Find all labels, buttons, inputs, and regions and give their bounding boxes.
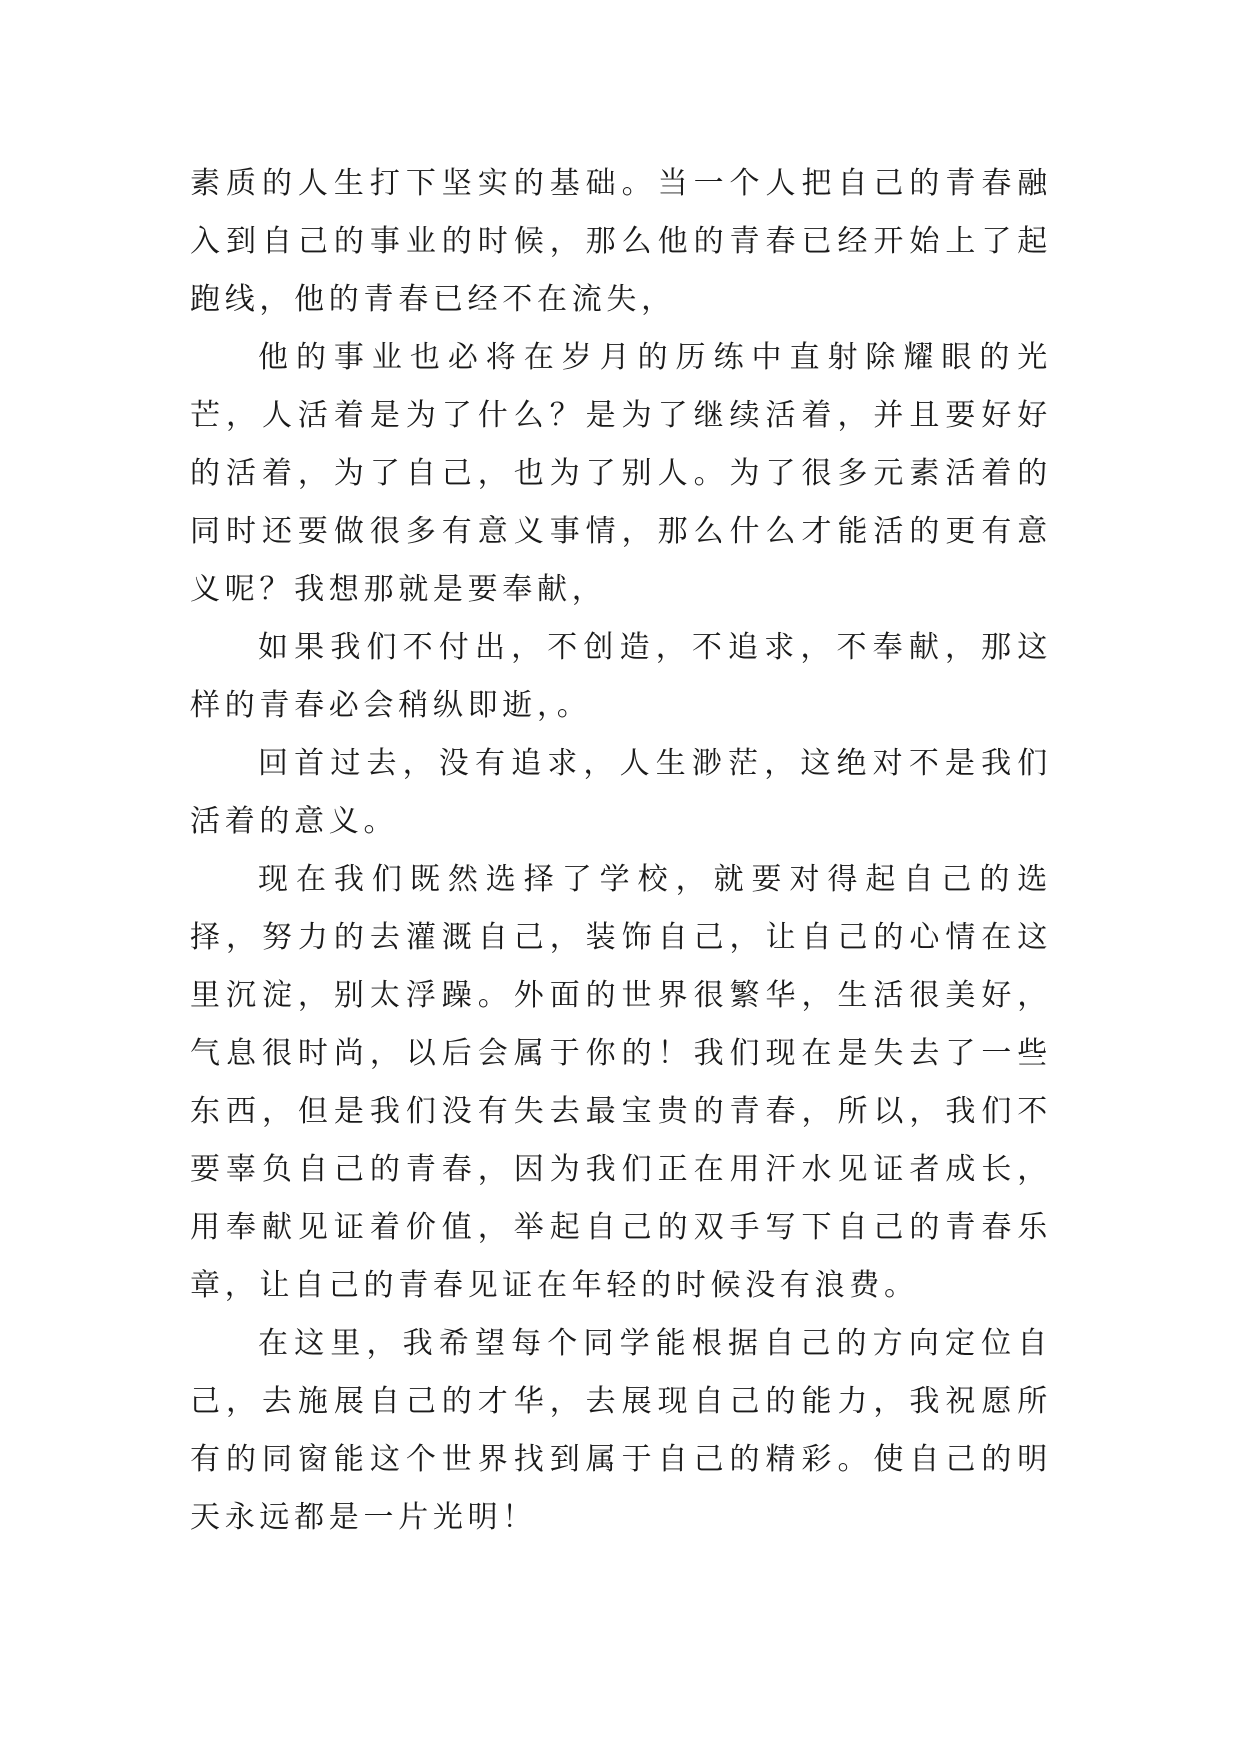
paragraph-4: 回首过去，没有追求，人生渺茫，这绝对不是我们活着的意义。 — [190, 746, 1052, 839]
paragraph-5: 现在我们既然选择了学校，就要对得起自己的选择，努力的去灌溉自己，装饰自己，让自己的心情在这里沉淀，别太浮躁。外面的世界很繁华，生活很美好，气息很时尚，以后会属于你的！我们现在是失去了一些东西，但是我们没有失去最宝贵的青春，所以，我们不要辜负自己的青春，因为我们正在用汗水见证者成长，用奉献见证着价值，举起自己的双手写下自己的青春乐章，让自己的青春见证在年轻的时候没有浪费。 — [190, 862, 1052, 1303]
document-body — [190, 155, 1052, 1547]
paragraph-2: 他的事业也必将在岁月的历练中直射除耀眼的光芒，人活着是为了什么？是为了继续活着，并且要好好的活着，为了自己，也为了别人。为了很多元素活着的同时还要做很多有意义事情，那么什么才能活的更有意义呢？我想那就是要奉献， — [190, 340, 1052, 607]
paragraph-1: 素质的人生打下坚实的基础。当一个人把自己的青春融入到自己的事业的时候，那么他的青春已经开始上了起跑线，他的青春已经不在流失， — [190, 166, 1052, 317]
paragraph-3: 如果我们不付出，不创造，不追求，不奉献，那这样的青春必会稍纵即逝，。 — [190, 630, 1052, 723]
paragraph-6: 在这里，我希望每个同学能根据自己的方向定位自己，去施展自己的才华，去展现自己的能力，我祝愿所有的同窗能这个世界找到属于自己的精彩。使自己的明天永远都是一片光明！ — [190, 1326, 1052, 1535]
